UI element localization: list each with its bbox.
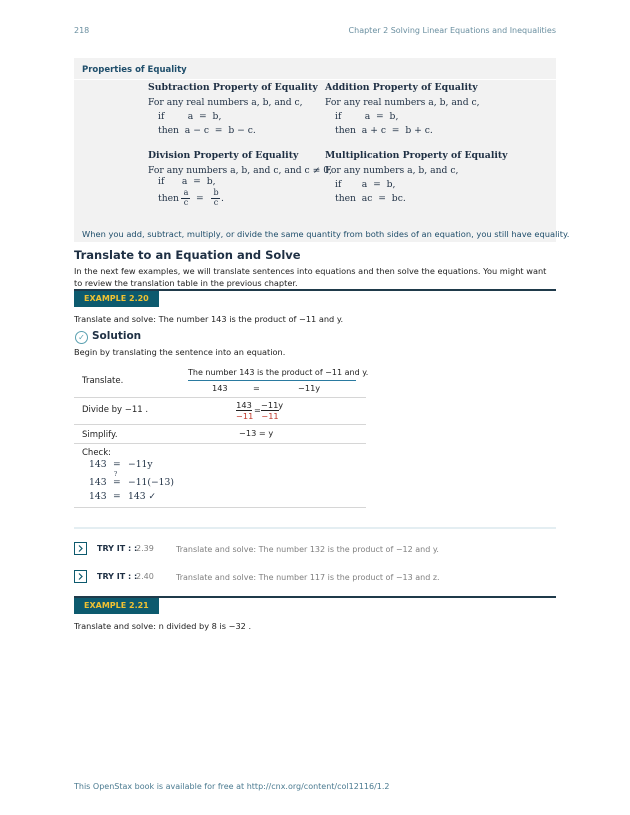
divide-right-den: −11 <box>261 411 279 421</box>
properties-note: When you add, subtract, multiply, or divide the same quantity from both sides of an equation, you still have equality. <box>82 229 570 239</box>
table-divider-1 <box>74 397 366 398</box>
check-label: Check: <box>82 448 112 458</box>
subtraction-then: then a − c = b − c. <box>158 125 256 136</box>
example-2-21-label: EXAMPLE 2.21 <box>74 598 159 614</box>
addition-if: if a = b, <box>335 111 399 122</box>
section-heading: Translate to an Equation and Solve <box>74 248 301 262</box>
division-heading: Division Property of Equality <box>148 150 299 161</box>
addition-heading: Addition Property of Equality <box>325 82 478 93</box>
check-3-right: 143 ✓ <box>128 491 157 502</box>
try-it-2-expand-button[interactable] <box>74 570 87 583</box>
chevron-right-icon <box>75 571 86 582</box>
checkmark-circle-icon: ✓ <box>75 331 88 344</box>
try-it-2-text: Translate and solve: The number 117 is the product of −13 and z. <box>176 573 440 582</box>
subtraction-if: if a = b, <box>158 111 222 122</box>
properties-title: Properties of Equality <box>82 65 187 75</box>
divide-label: Divide by −11 . <box>82 405 149 415</box>
check-3-left: 143 <box>89 491 107 502</box>
divide-left-den: −11 <box>236 411 254 421</box>
check-2-question: ? <box>114 471 118 478</box>
translate-label: Translate. <box>82 376 124 386</box>
division-frac-right-den: c <box>213 198 219 207</box>
check-3-equals: = <box>113 491 121 502</box>
divide-right-num: −11y <box>261 400 284 410</box>
check-1-equals: = <box>113 459 121 470</box>
try-it-divider <box>74 527 556 529</box>
divide-left-num: 143 <box>236 400 252 410</box>
solution-intro: Begin by translating the sentence into an equation. <box>74 347 286 357</box>
table-divider-3 <box>74 443 366 444</box>
addition-then: then a + c = b + c. <box>335 125 433 136</box>
try-it-1-number: 2.39 <box>136 544 154 553</box>
try-it-1-expand-button[interactable] <box>74 542 87 555</box>
subtraction-heading: Subtraction Property of Equality <box>148 82 318 93</box>
chevron-right-icon <box>75 543 86 554</box>
multiplication-intro: For any numbers a, b, and c, <box>325 165 459 176</box>
check-2-left: 143 <box>89 477 107 488</box>
try-it-1-label: TRY IT : : <box>97 544 138 553</box>
translate-underline <box>188 380 356 381</box>
division-frac-left-num: a <box>183 188 189 197</box>
solution-heading: Solution <box>92 330 142 342</box>
example-2-20-label: EXAMPLE 2.20 <box>74 291 159 307</box>
simplify-label: Simplify. <box>82 430 118 440</box>
translate-sentence: The number 143 is the product of −11 and y. <box>188 368 369 377</box>
addition-intro: For any real numbers a, b, and c, <box>325 97 480 108</box>
try-it-1-text: Translate and solve: The number 132 is the product of −12 and y. <box>176 545 439 554</box>
division-then-word: then <box>158 193 179 204</box>
division-intro: For any numbers a, b, and c, and c ≠ 0, <box>148 165 332 176</box>
try-it-2-label: TRY IT : : <box>97 572 138 581</box>
try-it-2-number: 2.40 <box>136 572 154 581</box>
section-paragraph: In the next few examples, we will translate sentences into equations and then solve the equations. You might want to review the translation table in the previous chapter. <box>74 266 547 288</box>
example-2-20-prompt: Translate and solve: The number 143 is the product of −11 and y. <box>74 314 344 324</box>
properties-divider <box>74 79 556 80</box>
subtraction-intro: For any real numbers a, b, and c, <box>148 97 303 108</box>
check-2-right: −11(−13) <box>128 477 174 488</box>
multiplication-heading: Multiplication Property of Equality <box>325 150 508 161</box>
simplify-equation: −13 = y <box>239 428 274 438</box>
check-1-right: −11y <box>128 459 153 470</box>
example-2-21-prompt: Translate and solve: n divided by 8 is −32 . <box>74 621 252 631</box>
division-frac-end: . <box>221 193 224 204</box>
translate-eq-equals: = <box>253 383 260 393</box>
multiplication-then: then ac = bc. <box>335 193 406 204</box>
table-divider-2 <box>74 424 366 425</box>
check-2-equals: = <box>113 477 121 488</box>
table-divider-4 <box>74 507 366 508</box>
page-number: 218 <box>74 26 90 35</box>
division-frac-right-num: b <box>213 188 219 197</box>
division-if: if a = b, <box>158 176 216 187</box>
check-1-left: 143 <box>89 459 107 470</box>
division-equals: = <box>196 193 204 204</box>
division-frac-left-den: c <box>183 198 189 207</box>
translate-eq-right: −11y <box>298 383 321 393</box>
footer-text: This OpenStax book is available for free at http://cnx.org/content/col12116/1.2 <box>74 782 390 791</box>
chapter-title: Chapter 2 Solving Linear Equations and Inequalities <box>348 26 556 35</box>
divide-equals: = <box>254 405 261 415</box>
translate-eq-left: 143 <box>212 383 228 393</box>
multiplication-if: if a = b, <box>335 179 396 190</box>
